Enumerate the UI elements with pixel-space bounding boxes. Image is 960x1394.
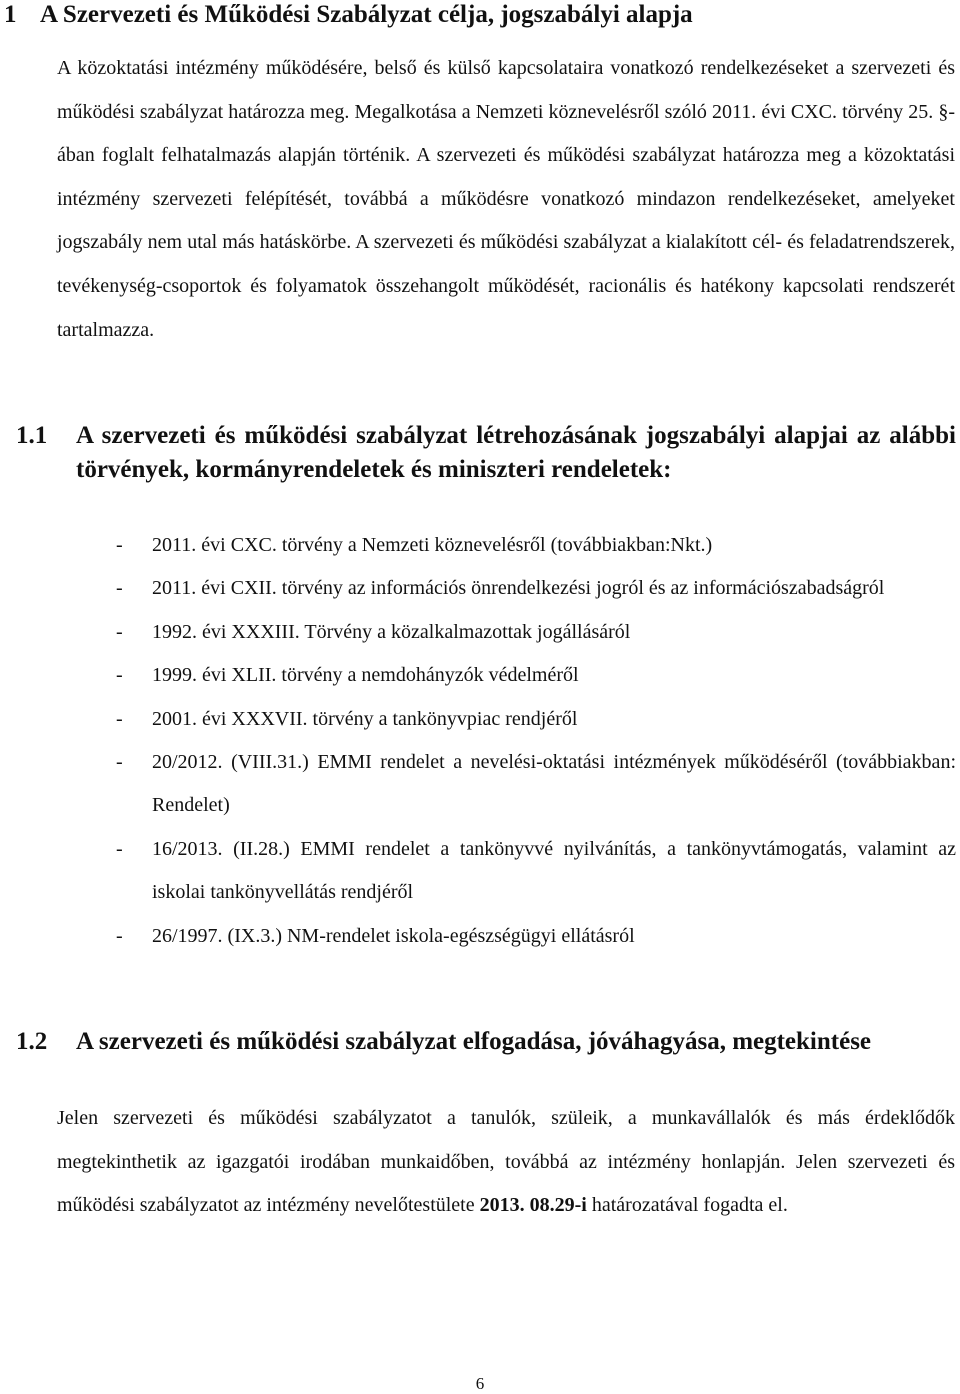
- section-title: A szervezeti és működési szabályzat létrehozásának jogszabályi alapjai az alábbi törvények, kormányrendeletek és miniszteri rendeletek:: [76, 422, 956, 483]
- section-heading-1-1: [16, 419, 956, 487]
- law-text: 20/2012. (VIII.31.) EMMI rendelet a nevelési-oktatási intézmények működéséről (továbbiakban: Rendelet): [152, 751, 956, 817]
- list-dash: -: [116, 577, 123, 600]
- law-text: 26/1997. (IX.3.) NM-rendelet iskola-egészségügyi ellátásról: [152, 924, 635, 947]
- law-list-item: [116, 828, 956, 915]
- law-list-item: [116, 915, 956, 958]
- list-dash: -: [116, 620, 123, 643]
- chapter-heading: [4, 0, 954, 30]
- adoption-text-after: határozatával fogadta el.: [591, 1194, 788, 1217]
- law-text: 2011. évi CXC. törvény a Nemzeti köznevelésről (továbbiakban:Nkt.): [152, 534, 713, 556]
- list-dash: -: [116, 534, 123, 556]
- section-heading-1-2: [16, 1025, 956, 1059]
- law-list-item: [116, 654, 956, 697]
- intro-paragraph-block: [57, 47, 955, 352]
- chapter-number: 1: [4, 1, 17, 28]
- section-number: 1.2: [16, 1028, 48, 1055]
- law-list: [116, 524, 956, 958]
- list-dash: -: [116, 837, 123, 860]
- list-dash: -: [116, 924, 123, 947]
- section-title: A szervezeti és működési szabályzat elfogadása, jóváhagyása, megtekintése: [76, 1028, 872, 1055]
- law-text: 16/2013. (II.28.) EMMI rendelet a tankönyvvé nyilvánítás, a tankönyvtámogatás, valamint az iskolai tankönyvellátás rendjéről: [152, 837, 956, 904]
- law-list-item: [116, 698, 956, 741]
- law-list-item: [116, 567, 956, 610]
- section-number: 1.1: [16, 422, 48, 449]
- intro-paragraph: A közoktatási intézmény működésére, belső és külső kapcsolataira vonatkozó rendelkezéseket a szervezeti és működési szabályzat határozza meg. Megalkotása a Nemzeti köznevelésről szóló 2011. évi CXC. törvény 25. §-ában foglalt felhatalmazás alapján történik. A szervezeti és működési szabályzat határozza meg a közoktatási intézmény szervezeti felépítését, továbbá a működésre vonatkozó mindazon rendelkezéseket, amelyeket jogszabály nem utal más hatáskörbe. A szervezeti és működési szabályzat a kialakított cél- és feladatrendszerek, tevékenység-csoportok és folyamatok összehangolt működését, racionális és hatékony kapcsolati rendszerét tartalmazza.: [57, 57, 955, 341]
- chapter-title: A Szervezeti és Működési Szabályzat célja, jogszabályi alapja: [40, 1, 693, 28]
- law-list-item: [116, 741, 956, 828]
- adoption-date: 2013. 08.29-i: [479, 1194, 587, 1217]
- page-number: 6: [475, 1374, 485, 1393]
- adoption-paragraph-block: [57, 1097, 955, 1228]
- law-list-item: [116, 524, 956, 567]
- adoption-text-before: Jelen szervezeti és működési szabályzatot a tanulók, szüleik, a munkavállalók és más érdeklődők megtekinthetik az igazgatói irodában munkaidőben, továbbá az intézmény honlapján. Jelen szervezeti és működési szabályzatot az intézmény nevelőtestülete: [57, 1107, 955, 1217]
- law-text: 1999. évi XLII. törvény a nemdohányzók védelméről: [152, 664, 579, 687]
- law-text: 1992. évi XXXIII. Törvény a közalkalmazottak jogállásáról: [152, 620, 631, 643]
- list-dash: -: [116, 751, 123, 774]
- list-dash: -: [116, 707, 123, 730]
- law-text: 2011. évi CXII. törvény az információs önrendelkezési jogról és az információszabadságról: [152, 577, 885, 600]
- list-dash: -: [116, 664, 123, 687]
- adoption-paragraph: [57, 1097, 955, 1228]
- law-text: 2001. évi XXXVII. törvény a tankönyvpiac rendjéről: [152, 707, 578, 730]
- law-list-item: [116, 611, 956, 654]
